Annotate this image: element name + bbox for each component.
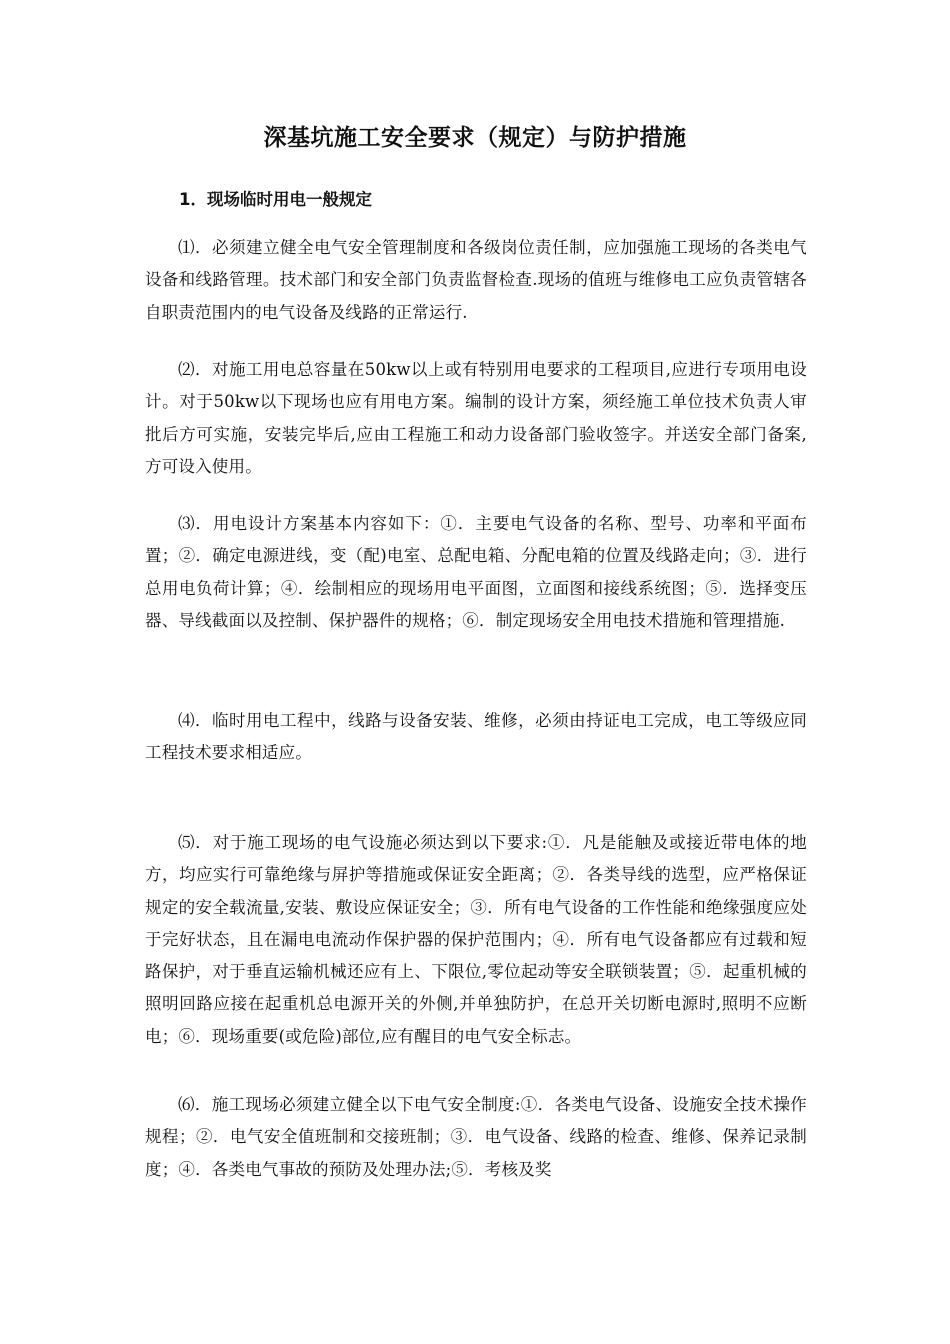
paragraph-1: ⑴．必须建立健全电气安全管理制度和各级岗位责任制，应加强施工现场的各类电气设备和线路管理。技术部门和安全部门负责监督检查.现场的值班与维修电工应负责管辖各自职责范围内的电气设备及线路的正常运行. [145,238,807,322]
paragraph-2: ⑵．对施工用电总容量在50kw以上或有特别用电要求的工程项目,应进行专项用电设计。对于50kw以下现场也应有用电方案。编制的设计方案，须经施工单位技术负责人审批后方可实施，安装完毕后,应由工程施工和动力设备部门验收签字。并送安全部门备案,方可设入使用。 [145,360,807,476]
paragraph-5: ⑸．对于施工现场的电气设施必须达到以下要求:①．凡是能触及或接近带电体的地方，均应实行可靠绝缘与屏护等措施或保证安全距离；②．各类导线的选型，应严格保证规定的安全载流量,安装、敷设应保证安全；③．所有电气设备的工作性能和绝缘强度应处于完好状态，且在漏电电流动作保护器的保护范围内；④．所有电气设备都应有过载和短路保护，对于垂直运输机械还应有上、下限位,零位起动等安全联锁装置；⑤．起重机械的照明回路应接在起重机总电源开关的外侧,并单独防护，在总开关切断电源时,照明不应断电；⑥．现场重要(或危险)部位,应有醒目的电气安全标志。 [145,833,807,1046]
document-title: 深基坑施工安全要求（规定）与防护措施 [263,124,687,151]
paragraph-4: ⑷．临时用电工程中，线路与设备安装、维修，必须由持证电工完成，电工等级应同工程技术要求相适应。 [145,711,807,763]
section-heading: 1．现场临时用电一般规定 [179,190,372,209]
paragraph-3: ⑶．用电设计方案基本内容如下：①．主要电气设备的名称、型号、功率和平面布置；②．确定电源进线，变（配)电室、总配电箱、分配电箱的位置及线路走向；③．进行总用电负荷计算；④．绘制相应的现场用电平面图，立面图和接线系统图；⑤．选择变压器、导线截面以及控制、保护器件的规格；⑥．制定现场安全用电技术措施和管理措施. [145,514,807,630]
paragraph-6: ⑹．施工现场必须建立健全以下电气安全制度:①．各类电气设备、设施安全技术操作规程；②．电气安全值班制和交接班制；③．电气设备、线路的检查、维修、保养记录制度；④．各类电气事故的预防及处理办法;⑤．考核及奖 [145,1095,807,1179]
